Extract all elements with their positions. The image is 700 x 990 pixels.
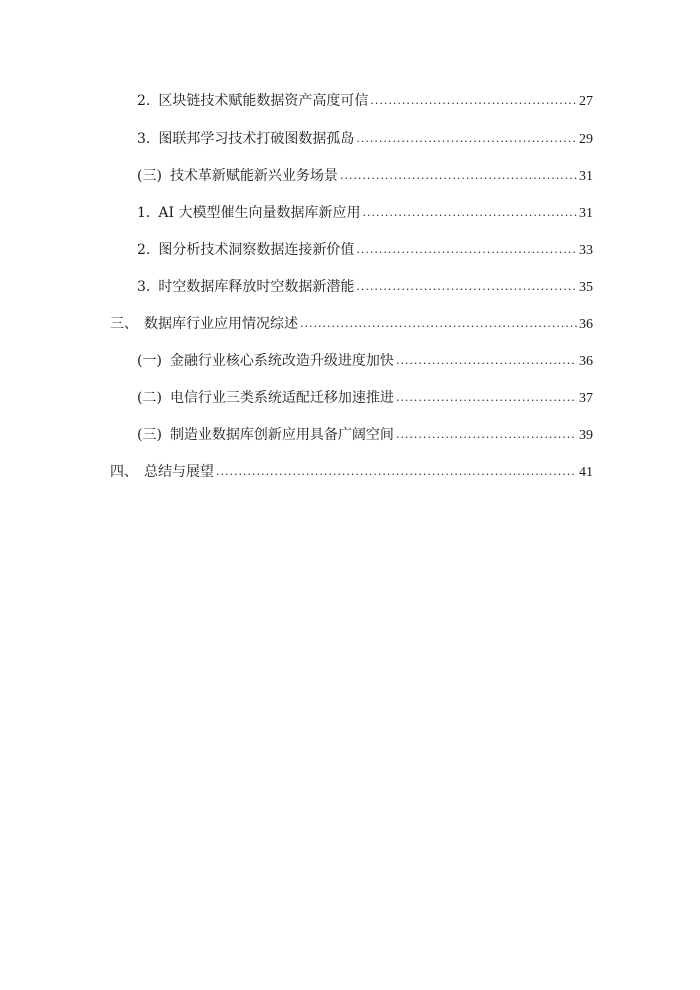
toc-entry-number: 三、 [110,316,138,332]
toc-entry[interactable] [137,239,593,261]
toc-entry[interactable] [110,313,593,335]
toc-dot-leader [362,202,577,224]
toc-entry-title: 总结与展望 [144,464,214,480]
toc-entry-page: 35 [579,280,593,295]
toc-entry-title: 技术革新赋能新兴业务场景 [169,168,338,184]
toc-entry[interactable] [137,387,593,409]
toc-dot-leader [396,424,577,446]
toc-entry-number: (二) [137,390,162,406]
toc-dot-leader [340,165,577,187]
toc-entry-label [137,350,396,372]
toc-entry-page: 29 [579,132,593,147]
toc-entry[interactable] [137,350,593,372]
toc-entry[interactable] [137,202,593,224]
toc-entry-title: 电信行业三类系统适配迁移加速推进 [169,390,394,406]
toc-dot-leader [396,350,577,372]
toc-entry-title: 数据库行业应用情况综述 [144,316,298,332]
toc-entry-number: (一) [137,353,162,369]
toc-entry-title: 区块链技术赋能数据资产高度可信 [158,93,369,109]
toc-entry-label [137,202,362,224]
toc-dot-leader [356,276,577,298]
toc-dot-leader [396,387,577,409]
toc-entry-label [137,128,356,150]
toc-entry-number: 2. [137,242,151,258]
toc-entry-label [137,387,396,409]
toc-entry-label [137,165,340,187]
toc-entry-page: 41 [579,465,593,480]
toc-entry-label [137,276,356,298]
toc-entry-title: 时空数据库释放时空数据新潜能 [158,279,355,295]
toc-entry-page: 36 [579,317,593,332]
toc-entry-number: 1. [137,205,151,221]
toc-entry-number: 四、 [110,464,138,480]
toc-dot-leader [370,90,577,112]
toc-entry[interactable] [110,461,593,483]
toc-entry-page: 37 [579,391,593,406]
toc-entry-label [137,239,356,261]
toc-entry[interactable] [137,276,593,298]
toc-dot-leader [300,313,577,335]
toc-entry-label [110,461,216,483]
toc-dot-leader [356,239,577,261]
toc-entry-title: 金融行业核心系统改造升级进度加快 [169,353,394,369]
toc-entry[interactable] [137,424,593,446]
toc-entry-page: 33 [579,243,593,258]
toc-entry-page: 36 [579,354,593,369]
toc-entry-title: 图联邦学习技术打破图数据孤岛 [158,131,355,147]
toc-entry-title: 图分析技术洞察数据连接新价值 [158,242,355,258]
toc-entry-label [110,313,300,335]
toc-entry-page: 39 [579,428,593,443]
toc-dot-leader [356,128,577,150]
toc-entry-label [137,424,396,446]
toc-entry[interactable] [137,165,593,187]
toc-entry-number: 3. [137,131,151,147]
toc-entry-number: (三) [137,427,162,443]
toc-entry[interactable] [137,90,593,112]
toc-entry-page: 31 [579,169,593,184]
toc-dot-leader [216,461,577,483]
toc-entry-number: 3. [137,279,151,295]
toc-entry-label [137,90,370,112]
toc-entry-number: 2. [137,93,151,109]
toc-entry-title: 制造业数据库创新应用具备广阔空间 [169,427,394,443]
toc-entry-page: 27 [579,94,593,109]
toc-entry[interactable] [137,128,593,150]
toc-entry-number: (三) [137,168,162,184]
toc-entry-page: 31 [579,206,593,221]
toc-entry-title: AI 大模型催生向量数据库新应用 [158,205,361,221]
